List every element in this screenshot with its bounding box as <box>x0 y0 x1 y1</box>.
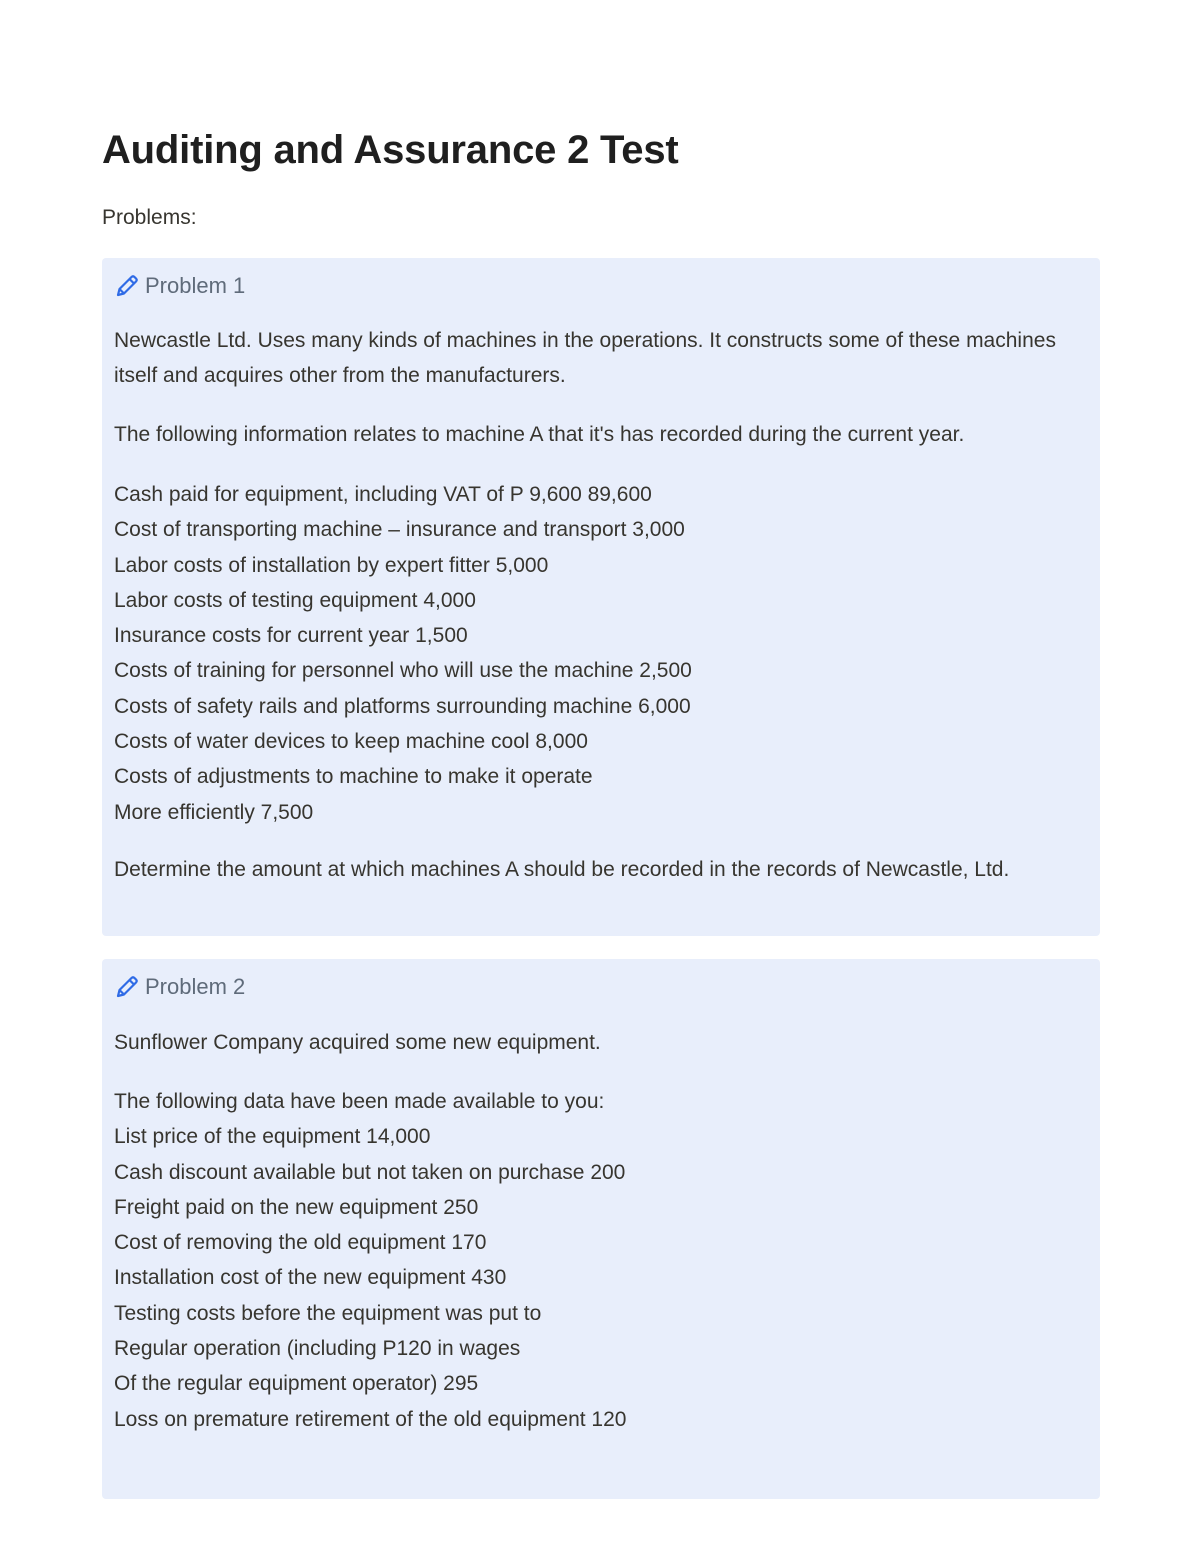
list-item: Regular operation (including P120 in wages <box>114 1337 521 1361</box>
list-item: List price of the equipment 14,000 <box>114 1125 431 1149</box>
problem-1-paragraph-2: The following information relates to machine A that it's has recorded during the current year. <box>114 423 965 446</box>
list-item: More efficiently 7,500 <box>114 800 314 824</box>
problem-2-header <box>114 973 245 1001</box>
list-item: Installation cost of the new equipment 430 <box>114 1266 507 1290</box>
list-item: Labor costs of testing equipment 4,000 <box>114 588 476 612</box>
list-item: Cash paid for equipment, including VAT of P 9,600 89,600 <box>114 483 652 506</box>
list-item: Costs of safety rails and platforms surrounding machine 6,000 <box>114 694 691 718</box>
problem-1-paragraph-1: Newcastle Ltd. Uses many kinds of machines in the operations. It constructs some of these machines itself and acquires other from the manufacturers. <box>114 329 1056 388</box>
list-item: Costs of adjustments to machine to make it operate <box>114 765 593 789</box>
list-item: Costs of water devices to keep machine cool 8,000 <box>114 730 588 754</box>
list-item: The following data have been made available to you: <box>114 1090 605 1113</box>
list-item: Insurance costs for current year 1,500 <box>114 624 468 648</box>
pencil-icon <box>114 974 140 1000</box>
list-item: Freight paid on the new equipment 250 <box>114 1195 479 1219</box>
list-item: Costs of training for personnel who will use the machine 2,500 <box>114 659 692 683</box>
list-item: Cost of transporting machine – insurance and transport 3,000 <box>114 518 685 542</box>
problem-2-cost-list <box>114 1084 1080 1437</box>
problem-1-header <box>114 272 245 300</box>
pencil-icon <box>114 273 140 299</box>
list-item: Loss on premature retirement of the old equipment 120 <box>114 1407 627 1431</box>
list-item: Cost of removing the old equipment 170 <box>114 1231 487 1255</box>
problem-2-title: Problem 2 <box>145 974 246 999</box>
page-title: Auditing and Assurance 2 Test <box>102 128 679 172</box>
list-item: Labor costs of installation by expert fitter 5,000 <box>114 553 549 577</box>
list-item: Testing costs before the equipment was put to <box>114 1301 542 1325</box>
problem-1-cost-list <box>114 477 1080 830</box>
problem-1-callout <box>102 258 1100 936</box>
problems-label: Problems: <box>102 206 197 229</box>
problem-2-callout <box>102 959 1100 1499</box>
problem-1-question: Determine the amount at which machines A should be recorded in the records of Newcastle, Ltd. <box>114 858 1010 881</box>
problem-2-paragraph-1: Sunflower Company acquired some new equipment. <box>114 1031 601 1054</box>
list-item: Of the regular equipment operator) 295 <box>114 1372 479 1396</box>
list-item: Cash discount available but not taken on purchase 200 <box>114 1160 626 1184</box>
problem-1-title: Problem 1 <box>145 273 246 298</box>
